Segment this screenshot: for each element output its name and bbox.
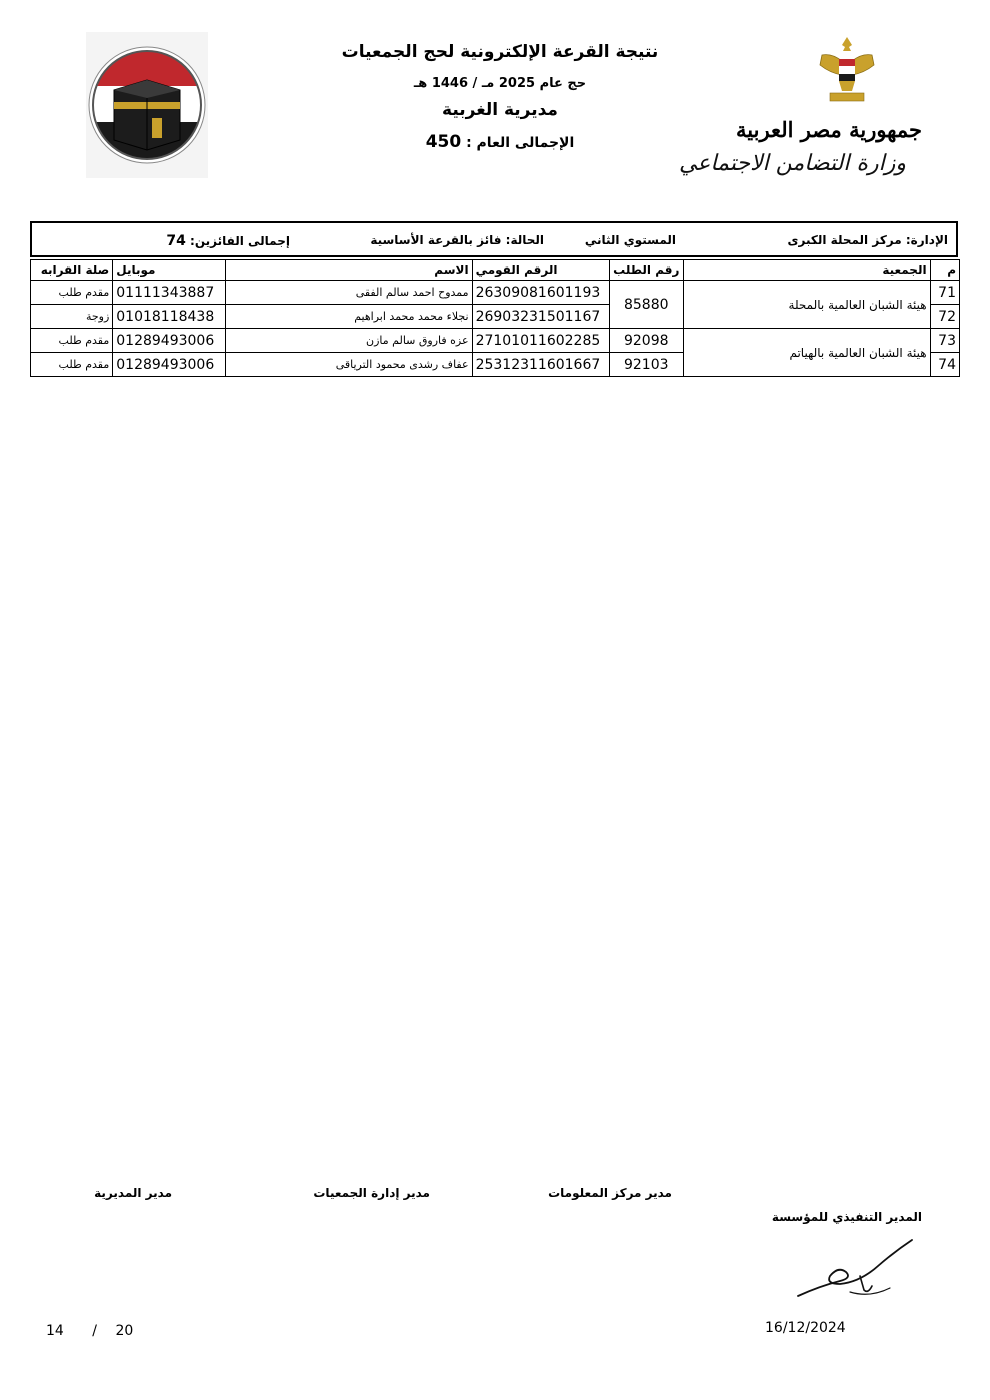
print-date: 16/12/2024 [765, 1320, 846, 1336]
winners-field [166, 233, 290, 249]
cell-request: 85880 [609, 281, 683, 329]
header-m: م [930, 260, 959, 281]
cell-relation: زوجة [31, 305, 113, 329]
cell-m: 71 [930, 281, 959, 305]
cell-relation: مقدم طلب [31, 281, 113, 305]
page-indicator [46, 1323, 139, 1339]
sig-info-center: مدير مركز المعلومات [548, 1186, 672, 1200]
cell-m: 72 [930, 305, 959, 329]
status-label: الحالة: [505, 233, 544, 247]
cell-request: 92103 [609, 353, 683, 377]
grand-total [300, 132, 700, 152]
header-national-id: الرقم القومي [472, 260, 609, 281]
sig-executive: المدير التنفيذي للمؤسسة [771, 1210, 922, 1224]
country-name: جمهورية مصر العربية [736, 117, 922, 142]
winners-value: 74 [166, 233, 186, 249]
cell-name: عفاف رشدى محمود الترياقى [225, 353, 472, 377]
admin-label: الإدارة: [905, 233, 948, 247]
cell-m: 73 [930, 329, 959, 353]
status-field [370, 233, 544, 247]
admin-value: مركز المحلة الكبرى [787, 233, 902, 247]
header-relation: صلة القرابه [31, 260, 113, 281]
page-total: 20 [115, 1323, 134, 1339]
winners-table [30, 259, 960, 377]
status-value: فائز بالقرعة الأساسية [370, 233, 502, 247]
sig-associations: مدير إدارة الجمعيات [313, 1186, 430, 1200]
cell-association: هيئة الشبان العالمية بالهياتم [683, 329, 930, 377]
cell-mobile: 01289493006 [113, 329, 226, 353]
cell-national-id: 26903231501167 [472, 305, 609, 329]
sig-directorate: مدير المديرية [94, 1186, 172, 1200]
winners-label: إجمالى الفائزين: [190, 234, 290, 248]
cell-name: عزه فاروق سالم مازن [225, 329, 472, 353]
kaaba-emblem-icon [86, 32, 208, 178]
level-value: المستوي الثاني [584, 233, 676, 247]
cell-name: نجلاء محمد محمد ابراهيم [225, 305, 472, 329]
page-separator: / [92, 1323, 97, 1339]
grand-total-value: 450 [425, 132, 462, 152]
handwritten-signature [790, 1236, 920, 1306]
header-association: الجمعية [683, 260, 930, 281]
cell-mobile: 01289493006 [113, 353, 226, 377]
cell-national-id: 27101011602285 [472, 329, 609, 353]
cell-mobile: 01111343887 [113, 281, 226, 305]
info-bar [30, 221, 958, 257]
page-current: 14 [46, 1323, 64, 1339]
egypt-eagle-emblem-icon [678, 35, 930, 185]
directorate-name: مديرية الغربية [442, 100, 558, 120]
cell-name: ممدوح احمد سالم الفقى [225, 281, 472, 305]
cell-mobile: 01018118438 [113, 305, 226, 329]
cell-association: هيئة الشبان العالمية بالمحلة [683, 281, 930, 329]
cell-relation: مقدم طلب [31, 353, 113, 377]
cell-relation: مقدم طلب [31, 329, 113, 353]
cell-national-id: 26309081601193 [472, 281, 609, 305]
header-name: الاسم [225, 260, 472, 281]
header-mobile: موبايل [113, 260, 226, 281]
document-subtitle: حج عام 2025 مـ / 1446 هـ [413, 76, 587, 91]
table-row [31, 329, 960, 353]
table-row [31, 281, 960, 305]
header-request: رقم الطلب [609, 260, 683, 281]
grand-total-label: الإجمالى العام : [466, 135, 575, 151]
cell-request: 92098 [609, 329, 683, 353]
cell-m: 74 [930, 353, 959, 377]
ministry-name: وزارة التضامن الاجتماعي [678, 151, 906, 176]
table-header-row [31, 260, 960, 281]
document-title: نتيجة القرعة الإلكترونية لحج الجمعيات [341, 42, 659, 62]
cell-national-id: 25312311601667 [472, 353, 609, 377]
admin-field [788, 233, 948, 247]
